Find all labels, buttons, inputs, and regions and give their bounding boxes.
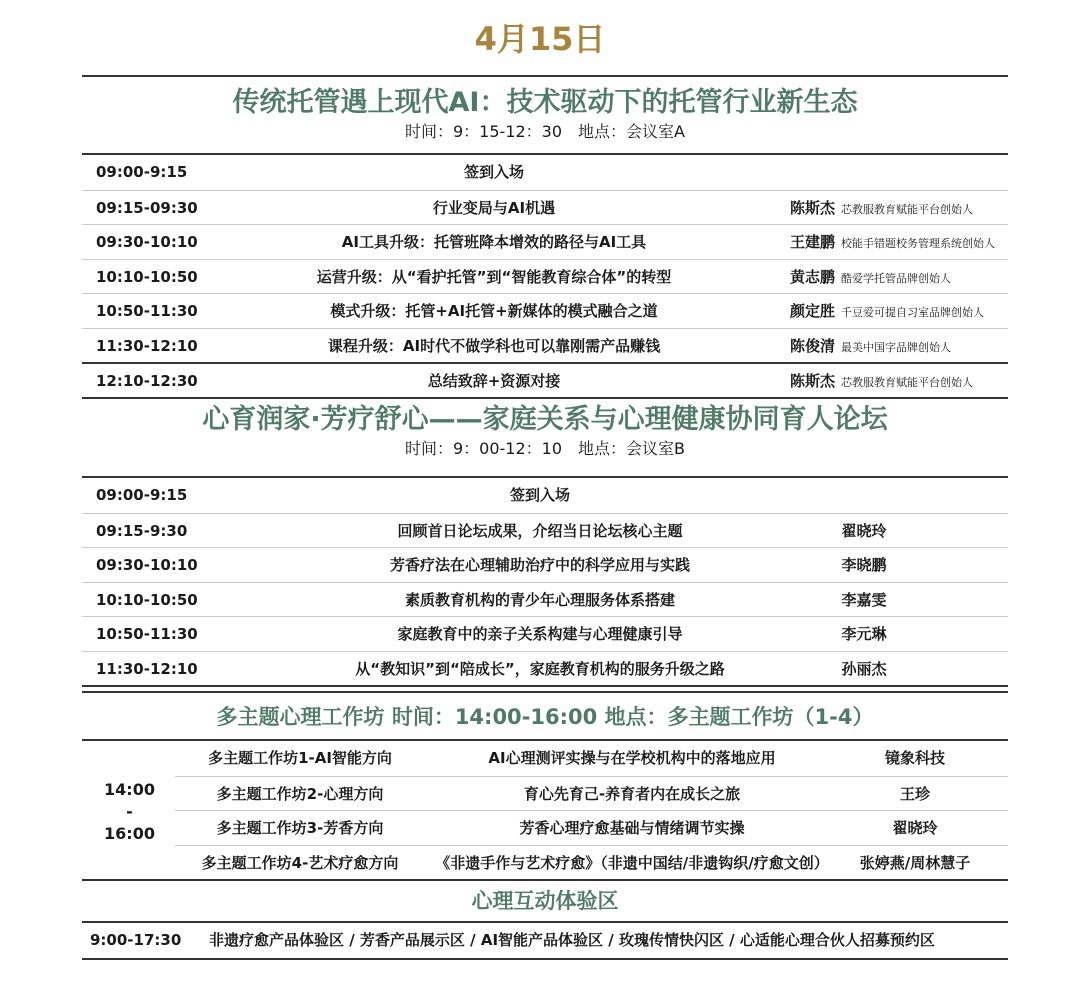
workshop-title: 多主题心理工作坊 时间：14:00-16:00 地点：多主题工作坊（1-4） [216, 705, 874, 729]
row-time: 09:15-9:30 [96, 521, 188, 540]
speaker-name: 李嘉雯 [841, 590, 887, 609]
workshop-row [175, 741, 1008, 776]
speaker-role: 校能手错题校务管理系统创始人 [841, 237, 996, 250]
row-time: 10:50-11:30 [96, 302, 198, 320]
schedule-row [82, 651, 1008, 686]
schedule-row [82, 362, 1008, 397]
workshop-host: 翟晓玲 [892, 819, 938, 837]
workshop-time-end: 16:00 [104, 824, 155, 843]
divider [82, 691, 1008, 693]
row-topic: 行业变局与AI机遇 [432, 198, 556, 217]
forum1-subtitle: 时间：9：15-12：30 地点：会议室A [405, 122, 685, 141]
workshop-name: 多主题工作坊4-艺术疗愈方向 [201, 853, 399, 872]
row-time: 12:10-12:30 [96, 372, 198, 390]
row-time: 09:00-9:15 [96, 486, 188, 504]
forum1-section [82, 75, 1008, 399]
workshop-topic: 《非遗手作与艺术疗愈》（非遗中国结/非遗钩织/疗愈文创） [435, 853, 829, 872]
schedule-row [82, 328, 1008, 363]
speaker-role: 酷爱学托管品牌创始人 [841, 271, 952, 285]
forum2-subtitle: 时间：9：00-12：10 地点：会议室B [404, 439, 685, 458]
workshop-host: 镜象科技 [884, 749, 946, 767]
speaker [790, 155, 796, 191]
workshop-name: 多主题工作坊1-AI智能方向 [208, 749, 392, 767]
workshop-time [82, 779, 177, 845]
workshop-row [175, 810, 1008, 845]
schedule-row [82, 259, 1008, 294]
row-topic: 回顾首日论坛成果，介绍当日论坛核心主题 [397, 521, 683, 540]
row-topic: 签到入场 [509, 486, 571, 504]
zone-areas: 非遗疗愈产品体验区 / 芳香产品展示区 / AI智能产品体验区 / 玫瑰传情快闪区 / 心适能心理合伙人招募预约区 [209, 931, 935, 949]
speaker [790, 364, 973, 400]
speaker [790, 191, 973, 227]
speaker [790, 294, 984, 330]
row-topic: 课程升级：AI时代不做学科也可以靠刚需产品赚钱 [327, 336, 661, 355]
speaker-role: 最美中国字品牌创始人 [841, 340, 952, 354]
speaker-name: 陈斯杰 [790, 372, 836, 390]
speaker-role: 芯教服教育赋能平台创始人 [841, 202, 974, 216]
workshop-row [175, 776, 1008, 811]
schedule-row [82, 513, 1008, 548]
workshop-row [175, 845, 1008, 880]
row-topic: 模式升级：托管+AI托管+新媒体的模式融合之道 [330, 302, 658, 320]
schedule-row [82, 547, 1008, 582]
row-topic: AI工具升级：托管班降本增效的路径与AI工具 [341, 233, 647, 251]
schedule-row [82, 224, 1008, 259]
workshop-time-sep: - [126, 802, 133, 821]
schedule-row [82, 616, 1008, 651]
zone-title: 心理互动体验区 [471, 889, 619, 913]
workshop-topic: AI心理测评实操与在学校机构中的落地应用 [488, 749, 776, 767]
speaker-name: 颜定胜 [790, 302, 836, 320]
forum2-title: 心育润家·芳疗舒心——家庭关系与心理健康协同育人论坛 [202, 404, 888, 435]
workshop-host: 张婷燕/周林慧子 [859, 853, 971, 872]
row-topic: 签到入场 [463, 163, 525, 181]
workshop-topic: 芳香心理疗愈基础与情绪调节实操 [519, 819, 745, 837]
workshop-name: 多主题工作坊2-心理方向 [216, 784, 384, 803]
zone-row [82, 923, 1008, 958]
speaker [790, 225, 995, 261]
row-time: 11:30-12:10 [96, 659, 198, 678]
schedule-row [82, 155, 1008, 190]
speaker-name: 李元琳 [841, 625, 887, 643]
row-topic: 运营升级：从“看护托管”到“智能教育综合体”的转型 [316, 267, 672, 286]
speaker-name: 陈俊清 [790, 336, 836, 355]
schedule-row [82, 478, 1008, 513]
workshop-name: 多主题工作坊3-芳香方向 [216, 819, 384, 837]
speaker-name: 孙丽杰 [841, 659, 887, 678]
schedule-row [82, 190, 1008, 225]
row-time: 10:10-10:50 [96, 267, 198, 286]
speaker-role: 芯教服教育赋能平台创始人 [841, 376, 974, 389]
speaker-name: 李晓鹏 [841, 556, 887, 574]
row-topic: 家庭教育中的亲子关系构建与心理健康引导 [397, 625, 683, 643]
speaker [790, 260, 951, 296]
speaker [790, 329, 951, 365]
row-time: 09:15-09:30 [96, 198, 198, 217]
schedule-row [82, 582, 1008, 617]
workshop-section [82, 700, 1008, 960]
row-time: 09:30-10:10 [96, 556, 198, 574]
row-topic: 芳香疗法在心理辅助治疗中的科学应用与实践 [389, 556, 691, 574]
zone-time: 9:00-17:30 [90, 931, 182, 949]
forum2-section [82, 402, 1008, 693]
divider [82, 958, 1008, 960]
row-time: 10:10-10:50 [96, 590, 198, 609]
speaker-name: 王建鹏 [790, 233, 836, 251]
row-time: 09:30-10:10 [96, 233, 198, 251]
forum1-title: 传统托管遇上现代AI：技术驱动下的托管行业新生态 [232, 87, 858, 118]
speaker-name: 黄志鹏 [790, 267, 836, 286]
date-heading: 4月15日 [474, 20, 606, 58]
workshop-topic: 育心先育己-养育者内在成长之旅 [523, 784, 741, 803]
row-time: 11:30-12:10 [96, 336, 198, 355]
row-topic: 从“教知识”到“陪成长”，家庭教育机构的服务升级之路 [355, 659, 725, 678]
row-topic: 素质教育机构的青少年心理服务体系搭建 [404, 590, 676, 609]
row-time: 10:50-11:30 [96, 625, 198, 643]
speaker-name: 翟晓玲 [841, 521, 887, 540]
speaker-role: 千豆爱可提自习室品牌创始人 [841, 306, 985, 319]
workshop-time-start: 14:00 [104, 780, 155, 799]
row-topic: 总结致辞+资源对接 [427, 372, 561, 390]
schedule-row [82, 293, 1008, 328]
speaker-name: 陈斯杰 [790, 198, 836, 217]
workshop-host: 王珍 [899, 784, 931, 803]
row-time: 09:00-9:15 [96, 163, 188, 181]
divider [82, 75, 1008, 77]
